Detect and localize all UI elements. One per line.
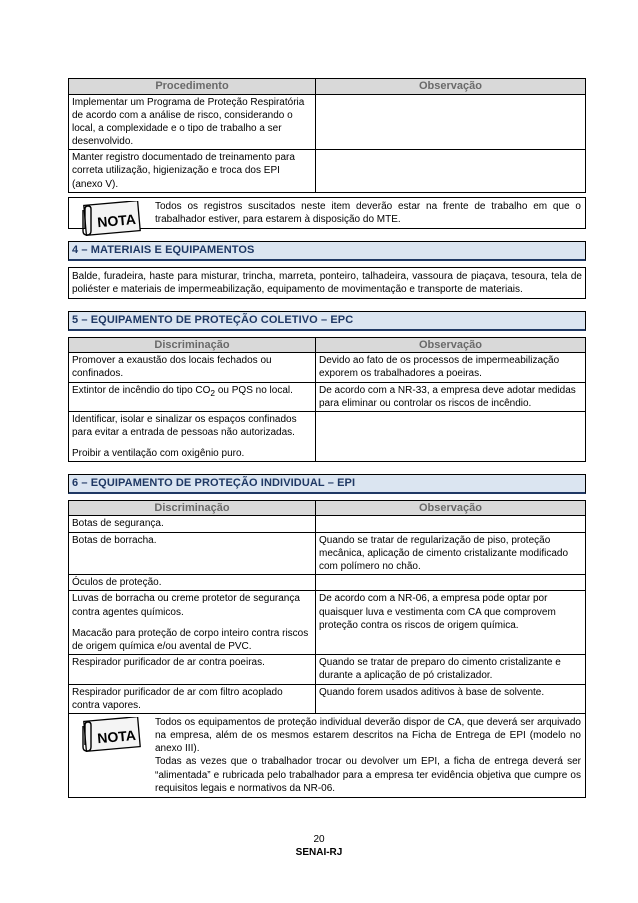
- epc-table: [68, 337, 586, 463]
- nota-box: [68, 714, 586, 798]
- table-row: [69, 575, 586, 591]
- section-4-title: 4 – MATERIAIS E EQUIPAMENTOS: [68, 241, 586, 261]
- nota-icon: [69, 714, 151, 797]
- procedure-cell: Implementar um Programa de Proteção Respiratória de acordo com a análise de risco, considerando o local, a complexidade e o tipo de trabalho a ser desenvolvido.: [69, 94, 316, 150]
- page-content: [68, 78, 586, 798]
- discrimination-header: Discriminação: [69, 337, 316, 353]
- discrimination-cell: Respirador purificador de ar com filtro acoplado contra vapores.: [69, 684, 316, 713]
- observation-cell: De acordo com a NR-33, a empresa deve adotar medidas para eliminar ou controlar os riscos de incêndio.: [316, 382, 586, 411]
- discrimination-cell: Botas de borracha.: [69, 532, 316, 575]
- footer-org: SENAI-RJ: [295, 847, 343, 859]
- table-row: [69, 516, 586, 532]
- observation-cell: [316, 411, 586, 462]
- discrimination-cell: Extintor de incêndio do tipo $CO_2$ ou PQS no local.: [69, 382, 316, 411]
- table-row: [69, 591, 586, 655]
- discrimination-cell: Promover a exaustão dos locais fechados ou confinados.: [69, 353, 316, 382]
- discrimination-cell: Identificar, isolar e sinalizar os espaços confinados para evitar a entrada de pessoas não autorizadas. Proibir a ventilação com oxigênio puro.: [69, 411, 316, 462]
- table-row: [69, 532, 586, 575]
- epi-table: [68, 500, 586, 714]
- section-5-title: 5 – EQUIPAMENTO DE PROTEÇÃO COLETIVO – EPC: [68, 311, 586, 331]
- observation-cell: [316, 150, 586, 193]
- page-footer: [0, 833, 638, 859]
- procedure-cell: Manter registro documentado de treinamento para correta utilização, higienização e troca dos EPI (anexo V).: [69, 150, 316, 193]
- discrimination-cell: Respirador purificador de ar contra poeiras.: [69, 655, 316, 684]
- observation-cell: Quando forem usados aditivos à base de solvente.: [316, 684, 586, 713]
- observation-header: Observação: [316, 500, 586, 516]
- nota-box: [68, 197, 586, 229]
- observation-header: Observação: [316, 79, 586, 95]
- observation-cell: De acordo com a NR-06, a empresa pode optar por quaisquer luva e vestimenta com CA que comprovem proteção contra os riscos de origem química.: [316, 591, 586, 655]
- observation-cell: Quando se tratar de regularização de piso, proteção mecânica, aplicação de cimento cristalizante modificado com polímero no chão.: [316, 532, 586, 575]
- svg-text:NOTA: NOTA: [96, 726, 137, 747]
- table-row: [69, 411, 586, 462]
- table-row: [69, 382, 586, 411]
- observation-cell: Quando se tratar de preparo do cimento cristalizante e durante a aplicação de pó cristalizador.: [316, 655, 586, 684]
- observation-cell: [316, 516, 586, 532]
- svg-text:NOTA: NOTA: [96, 210, 137, 231]
- table-row: [69, 353, 586, 382]
- observation-cell: [316, 94, 586, 150]
- table-row: [69, 655, 586, 684]
- discrimination-cell: Luvas de borracha ou creme protetor de segurança contra agentes químicos. Macacão para proteção de corpo inteiro contra riscos de origem química e/ou avental de PVC.: [69, 591, 316, 655]
- observation-cell: Devido ao fato de os processos de impermeabilização exporem os trabalhadores a poeiras.: [316, 353, 586, 382]
- discrimination-cell: Botas de segurança.: [69, 516, 316, 532]
- section-6-title: 6 – EQUIPAMENTO DE PROTEÇÃO INDIVIDUAL – EPI: [68, 474, 586, 494]
- nota-icon: [69, 198, 151, 231]
- discrimination-header: Discriminação: [69, 500, 316, 516]
- observation-cell: [316, 575, 586, 591]
- observation-header: Observação: [316, 337, 586, 353]
- table-row: [69, 150, 586, 193]
- procedure-header: Procedimento: [69, 79, 316, 95]
- table-row: [69, 684, 586, 713]
- nota-text: Todos os equipamentos de proteção individual deverão dispor de CA, que deverá ser arquivado na empresa, além de os mesmos estarem descritos na Ficha de Entrega de EPI (modelo no anexo III). Todas as vezes que o trabalhador trocar ou devolver um EPI, a ficha de entrega deverá ser “alimentada” e rubricada pelo trabalhador para a empresa ter evidência objetiva que cumpre os requisitos legais e normativos da NR-06.: [155, 716, 581, 794]
- discrimination-cell: Óculos de proteção.: [69, 575, 316, 591]
- materials-text: Balde, furadeira, haste para misturar, trincha, marreta, ponteiro, talhadeira, vassoura de piaçava, tesoura, tela de poliéster e materiais de impermeabilização, equipamento de movimentação e transporte de materiais.: [68, 267, 586, 299]
- procedure-table: [68, 78, 586, 193]
- page-number: 20: [313, 834, 325, 845]
- table-row: [69, 94, 586, 150]
- nota-text: Todos os registros suscitados neste item deverão estar na frente de trabalho em que o trabalhador estiver, para estarem à disposição do MTE.: [155, 200, 581, 226]
